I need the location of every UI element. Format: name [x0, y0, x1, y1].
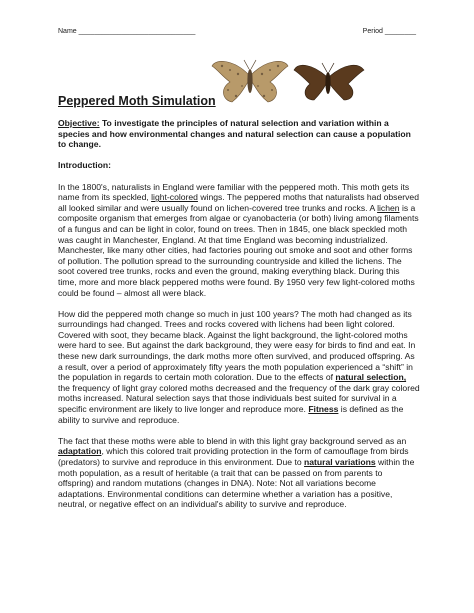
term-light-colored: light-colored: [151, 192, 198, 203]
intro-paragraph-1: [58, 182, 420, 299]
p2-text-a: How did the peppered moth change so much in just 100 years? The moth had changed as its surroundings had changed. Trees and rocks covered with lichens had been light colored. Covered with soot, they became black. Against the light background, the light-colored moths were hard to see. But against the dark background, they were easy for birds to find and eat. In these new dark surroundings, the dark moths more often survived, and produced offspring. As a result, over a period of approximately fifty years the moth population experienced a “shift” in the population in regards to certain moth coloration. Due to the effects of: [58, 308, 416, 383]
intro-paragraph-2: [58, 309, 420, 426]
p2-text-c: is defined as the ability to survive and reproduce.: [58, 404, 404, 425]
light-peppered-moth-icon: [212, 60, 288, 102]
p3-text-b: , which this colored trait providing protection in the form of camouflage from birds (predators) to survive and reproduce in this environment. Due to: [58, 446, 409, 467]
p3-text-c: within the moth population, as a result of heritable (a trait that can be passed on from parents to offspring) and random mutations (changes in DNA). Note: Not all variations become adaptations. Environmental conditions can determine whether a variation has a positive, neutral, or negative effect on an individual's ability to survive and reproduce.: [58, 457, 415, 510]
introduction-heading: Introduction:: [58, 160, 111, 171]
term-adaptation: adaptation: [58, 446, 102, 457]
name-field: Name ______________________________: [58, 28, 196, 35]
p1-text-c: is a composite organism that emerges from algae or cyanobacteria (or both) living among filaments of a fungus and can be light in color, found on trees. Then in 1845, one black speckled moth was caught in Manchester, England. At that time England was becoming industrialized. Manchester, like many other cities, had factories pouring out smoke and soot and other forms of pollution. The pollution spread to the surrounding countryside and killed the lichens. The soot covered tree trunks, rocks and even the ground, making everything black. During this time, more and more black peppered moths were found. By 1950 very few light-colored moths could be found – almost all were black.: [58, 202, 419, 298]
period-field: Period ________: [362, 28, 416, 35]
p1-text-a: In the 1800's, naturalists in England were familiar with the peppered moth. This moth gets its name from its speckled,: [58, 181, 410, 203]
p2-text-b: the frequency of light gray colored moths decreased and the frequency of the dark gray colored moths increased. Natural selection says that those individuals best suited for survival in a specific environment are likely to live longer and reproduce more.: [58, 382, 420, 415]
page-title: Peppered Moth Simulation: [58, 94, 216, 108]
worksheet-header: [58, 28, 416, 42]
p1-text-b: wings. The peppered moths that naturalists had observed all looked similar and were usually found on lichen-covered tree trunks and rocks. A: [58, 192, 419, 213]
term-fitness: Fitness: [308, 404, 339, 415]
term-lichen: lichen: [377, 202, 400, 213]
dark-peppered-moth-icon: [294, 63, 364, 100]
intro-paragraph-3: [58, 436, 420, 510]
moth-illustration: [208, 52, 368, 110]
objective-paragraph: [58, 118, 420, 150]
term-natural-variations: natural variations: [304, 457, 376, 467]
term-natural-selection: natural selection,: [335, 372, 407, 383]
objective-text: To investigate the principles of natural selection and variation within a species and how environmental changes and natural selection can cause a population to change.: [58, 118, 411, 150]
objective-label: Objective:: [58, 118, 100, 128]
worksheet-body: [58, 118, 420, 521]
p3-text-a: The fact that these moths were able to blend in with this light gray background served as an: [58, 435, 407, 446]
